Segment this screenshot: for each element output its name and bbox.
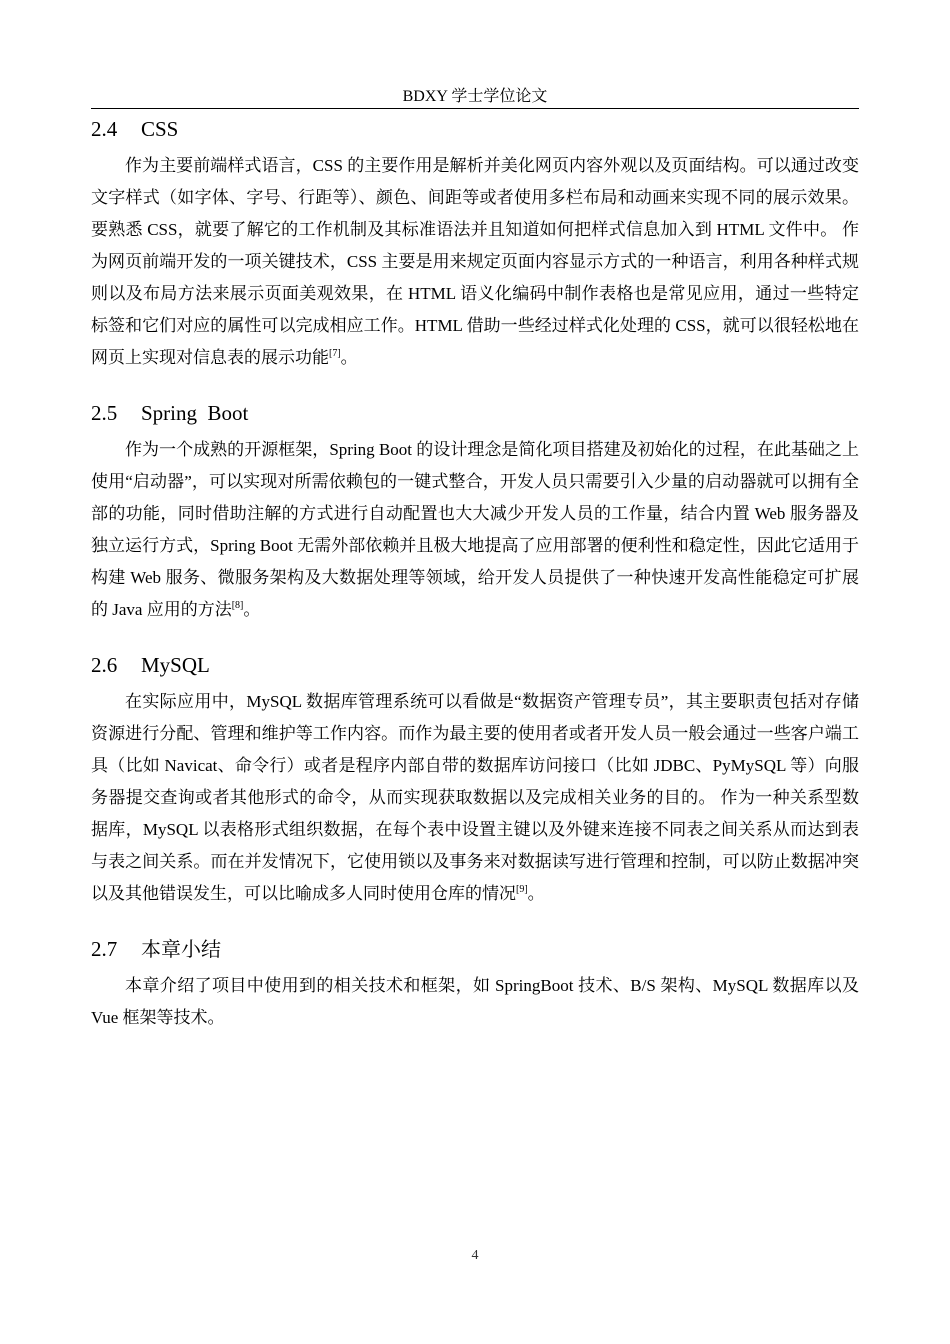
section-number: 2.7 bbox=[91, 937, 118, 961]
section-heading bbox=[91, 648, 859, 682]
page-number: 4 bbox=[471, 1248, 479, 1263]
paragraph-end: 。 bbox=[243, 600, 261, 619]
header-rule bbox=[91, 108, 859, 109]
section-heading bbox=[91, 932, 859, 966]
section-css bbox=[91, 112, 859, 374]
section-spring-boot bbox=[91, 396, 859, 626]
section-paragraph bbox=[91, 434, 859, 626]
citation-ref: [8] bbox=[231, 600, 244, 611]
section-paragraph bbox=[91, 686, 859, 910]
paragraph-text: 本章介绍了项目中使用到的相关技术和框架，如 SpringBoot 技术、B/S 架构、MySQL 数据库以及 Vue 框架等技术。 bbox=[91, 976, 859, 1027]
paragraph-end: 。 bbox=[340, 348, 358, 367]
citation-ref: [9] bbox=[516, 884, 528, 895]
section-heading bbox=[91, 396, 859, 430]
section-title: MySQL bbox=[141, 653, 210, 677]
page-body bbox=[91, 112, 859, 1034]
citation-ref: [7] bbox=[329, 348, 341, 359]
section-heading bbox=[91, 112, 859, 146]
section-chapter-summary bbox=[91, 932, 859, 1034]
section-mysql bbox=[91, 648, 859, 910]
section-title: Spring Boot bbox=[141, 401, 249, 425]
paragraph-text: 作为一个成熟的开源框架，Spring Boot 的设计理念是简化项目搭建及初始化的过程，在此基础之上使用“启动器”，可以实现对所需依赖包的一键式整合，开发人员只需要引入少量的启动器就可以拥有全部的功能，同时借助注解的方式进行自动配置也大大减少开发人员的工作量，结合内置 Web 服务器及独立运行方式，Spring Boot 无需外部依赖并且极大地提高了应用部署的便利性和稳定性，因此它适用于构建 Web 服务、微服务架构及大数据处理等领域，给开发人员提供了一种快速开发高性能稳定可扩展的 Java 应用的方法 bbox=[91, 440, 859, 619]
paragraph-text: 作为主要前端样式语言，CSS 的主要作用是解析并美化网页内容外观以及页面结构。可以通过改变文字样式（如字体、字号、行距等）、颜色、间距等或者使用多栏布局和动画来实现不同的展示效果。要熟悉 CSS，就要了解它的工作机制及其标准语法并且知道如何把样式信息加入到 HTML 文件中。 作为网页前端开发的一项关键技术，CSS 主要是用来规定页面内容显示方式的一种语言，利用各种样式规则以及布局方法来展示页面美观效果，在 HTML 语义化编码中制作表格也是常见应用，通过一些特定标签和它们对应的属性可以完成相应工作。HTML 借助一些经过样式化处理的 CSS，就可以很轻松地在网页上实现对信息表的展示功能 bbox=[91, 156, 859, 367]
paragraph-end: 。 bbox=[527, 884, 545, 903]
section-number: 2.5 bbox=[91, 401, 118, 425]
paragraph-text: 在实际应用中，MySQL 数据库管理系统可以看做是“数据资产管理专员”，其主要职责包括对存储资源进行分配、管理和维护等工作内容。而作为最主要的使用者或者开发人员一般会通过一些客户端工具（比如 Navicat、命令行）或者是程序内部自带的数据库访问接口（比如 JDBC、PyMySQL 等）向服务器提交查询或者其他形式的命令，从而实现获取数据以及完成相关业务的目的。 作为一种关系型数据库，MySQL 以表格形式组织数据，在每个表中设置主键以及外键来连接不同表之间关系从而达到表与表之间关系。而在并发情况下，它使用锁以及事务来对数据读写进行管理和控制，可以防止数据冲突以及其他错误发生，可以比喻成多人同时使用仓库的情况 bbox=[91, 692, 859, 903]
section-title: 本章小结 bbox=[141, 937, 221, 961]
running-header: BDXY 学士学位论文 bbox=[402, 88, 548, 105]
section-paragraph bbox=[91, 970, 859, 1034]
section-title: CSS bbox=[141, 117, 179, 141]
section-paragraph bbox=[91, 150, 859, 374]
section-number: 2.6 bbox=[91, 653, 118, 677]
section-number: 2.4 bbox=[91, 117, 118, 141]
